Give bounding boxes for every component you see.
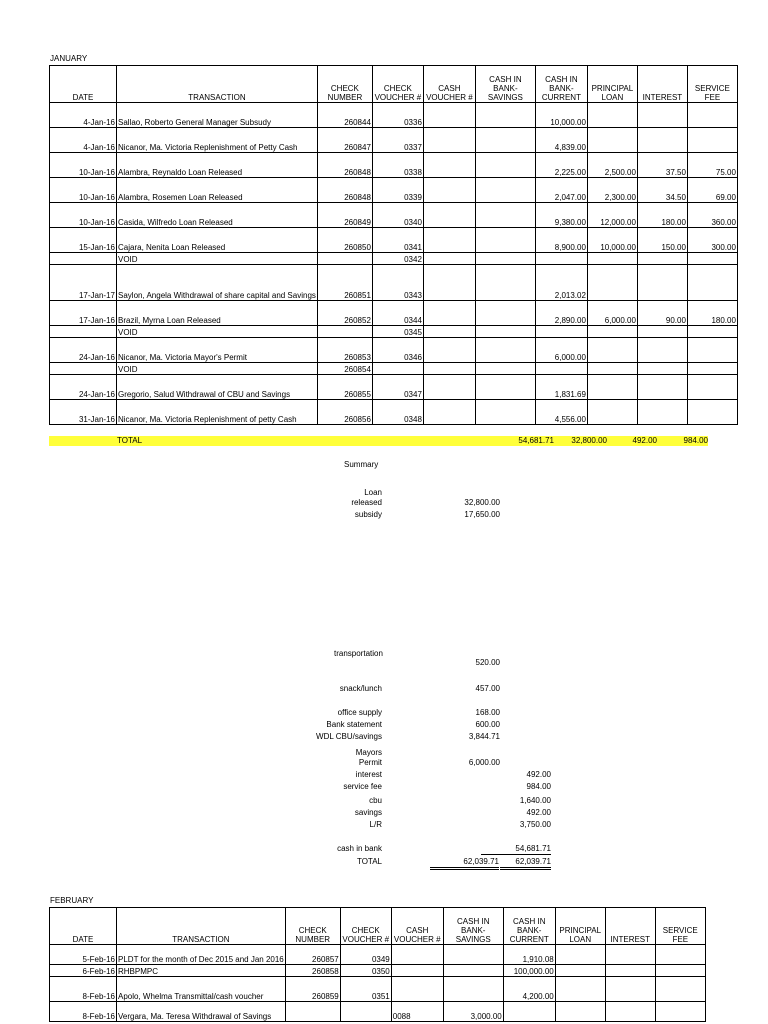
cell-cash-savings — [475, 128, 535, 153]
cell-cash-savings — [475, 375, 535, 400]
cell-cash-voucher — [423, 128, 475, 153]
cell-interest — [637, 363, 687, 375]
header-check-number: CHECK NUMBER — [285, 908, 340, 945]
cell-check-voucher: 0339 — [372, 178, 423, 203]
cell-principal-loan: 2,500.00 — [587, 153, 637, 178]
cell-transaction: Brazil, Myrna Loan Released — [117, 301, 318, 326]
cell-cash-voucher — [391, 945, 443, 965]
cell-transaction: RHBPMPC — [117, 965, 286, 977]
cell-check-number: 260844 — [317, 103, 372, 128]
summary-service-fee-value: 984.00 — [526, 782, 551, 791]
cell-transaction: Nicanor, Ma. Victoria Replenishment of Petty Cash — [117, 128, 318, 153]
january-ledger-table — [49, 65, 738, 425]
total-interest: 492.00 — [632, 436, 657, 445]
cell-check-number: 260849 — [317, 203, 372, 228]
total-label: TOTAL — [117, 436, 143, 445]
header-cash-savings: CASH IN BANK-SAVINGS — [475, 66, 535, 103]
cell-principal-loan — [587, 128, 637, 153]
table-row — [50, 153, 738, 178]
cell-principal-loan — [555, 977, 605, 1002]
summary-title: Summary — [344, 460, 379, 469]
cell-cash-current: 2,225.00 — [535, 153, 587, 178]
cell-cash-voucher — [423, 178, 475, 203]
cell-date: 24-Jan-16 — [50, 375, 117, 400]
table-row — [50, 363, 738, 375]
header-date: DATE — [50, 66, 117, 103]
cell-cash-current: 2,013.02 — [535, 265, 587, 301]
cell-transaction: VOID — [117, 253, 318, 265]
header-cash-current: CASH IN BANK-CURRENT — [535, 66, 587, 103]
summary-snack-label: snack/lunch — [339, 684, 382, 693]
cell-cash-current: 2,890.00 — [535, 301, 587, 326]
cell-cash-voucher — [423, 400, 475, 425]
cell-principal-loan — [587, 363, 637, 375]
cell-service-fee: 69.00 — [687, 178, 737, 203]
summary-lr-value: 3,750.00 — [519, 820, 551, 829]
header-cash-voucher: CASH VOUCHER # — [423, 66, 475, 103]
summary-total-credit: 62,039.71 — [500, 857, 551, 870]
table-row — [50, 375, 738, 400]
cell-interest — [637, 338, 687, 363]
cell-principal-loan — [587, 326, 637, 338]
header-cash-voucher: CASH VOUCHER # — [391, 908, 443, 945]
cell-cash-current: 6,000.00 — [535, 338, 587, 363]
cell-check-voucher: 0344 — [372, 301, 423, 326]
cell-service-fee — [687, 326, 737, 338]
cell-cash-savings — [475, 338, 535, 363]
header-cash-current: CASH IN BANK-CURRENT — [503, 908, 555, 945]
cell-date: 4-Jan-16 — [50, 128, 117, 153]
cell-interest — [637, 128, 687, 153]
summary-loan-label: Loan released — [351, 488, 382, 507]
cell-check-voucher: 0350 — [340, 965, 391, 977]
cell-check-number: 260857 — [285, 945, 340, 965]
header-service-fee: SERVICE FEE — [655, 908, 705, 945]
cell-date — [50, 363, 117, 375]
cell-cash-savings — [475, 153, 535, 178]
cell-check-number: 260859 — [285, 977, 340, 1002]
cell-cash-voucher — [423, 301, 475, 326]
cell-interest — [605, 977, 655, 1002]
cell-transaction: PLDT for the month of Dec 2015 and Jan 2016 — [117, 945, 286, 965]
cell-check-number — [317, 326, 372, 338]
cell-date: 17-Jan-17 — [50, 265, 117, 301]
cell-check-number — [285, 1002, 340, 1022]
cell-date: 24-Jan-16 — [50, 338, 117, 363]
cell-date — [50, 326, 117, 338]
cell-cash-voucher — [423, 153, 475, 178]
summary-snack-value: 457.00 — [475, 684, 500, 693]
table-row — [50, 1002, 706, 1022]
cell-service-fee — [687, 338, 737, 363]
cell-cash-current: 2,047.00 — [535, 178, 587, 203]
cell-service-fee — [687, 103, 737, 128]
cell-cash-voucher — [423, 228, 475, 253]
cell-transaction: Apolo, Whelma Transmittal/cash voucher — [117, 977, 286, 1002]
cell-cash-current — [503, 1002, 555, 1022]
cell-transaction: Alambra, Reynaldo Loan Released — [117, 153, 318, 178]
cell-cash-current: 4,200.00 — [503, 977, 555, 1002]
cell-date: 10-Jan-16 — [50, 178, 117, 203]
cell-service-fee — [655, 1002, 705, 1022]
table-row — [50, 338, 738, 363]
february-ledger-table — [49, 907, 706, 1022]
cell-service-fee: 180.00 — [687, 301, 737, 326]
table-row — [50, 965, 706, 977]
cell-cash-voucher — [423, 326, 475, 338]
cell-date: 31-Jan-16 — [50, 400, 117, 425]
cell-cash-voucher — [423, 363, 475, 375]
cell-check-number: 260852 — [317, 301, 372, 326]
cell-principal-loan: 12,000.00 — [587, 203, 637, 228]
cell-check-voucher: 0343 — [372, 265, 423, 301]
summary-total-label: TOTAL — [356, 857, 382, 866]
summary-transportation-label: transportation — [334, 649, 383, 658]
cell-transaction: Cajara, Nenita Loan Released — [117, 228, 318, 253]
cell-check-number: 260851 — [317, 265, 372, 301]
summary-loan-value: 32,800.00 — [464, 498, 500, 507]
cell-check-number: 260847 — [317, 128, 372, 153]
cell-interest — [637, 400, 687, 425]
cell-date: 6-Feb-16 — [50, 965, 117, 977]
cell-interest: 37.50 — [637, 153, 687, 178]
cell-cash-voucher — [423, 103, 475, 128]
summary-interest-value: 492.00 — [526, 770, 551, 779]
header-date: DATE — [50, 908, 117, 945]
cell-principal-loan — [587, 338, 637, 363]
cell-interest — [637, 326, 687, 338]
summary-office-label: office supply — [337, 708, 382, 717]
cell-principal-loan: 2,300.00 — [587, 178, 637, 203]
cell-cash-savings — [475, 253, 535, 265]
cell-cash-savings — [475, 326, 535, 338]
summary-bank-value: 600.00 — [475, 720, 500, 729]
cell-check-voucher: 0337 — [372, 128, 423, 153]
cell-cash-current — [535, 253, 587, 265]
cell-cash-savings — [443, 977, 503, 1002]
header-service-fee: SERVICE FEE — [687, 66, 737, 103]
cell-interest — [605, 965, 655, 977]
header-principal-loan: PRINCIPAL LOAN — [555, 908, 605, 945]
cell-principal-loan — [587, 400, 637, 425]
table-row — [50, 103, 738, 128]
table-row — [50, 945, 706, 965]
cell-interest: 180.00 — [637, 203, 687, 228]
summary-cash-in-bank-label: cash in bank — [337, 844, 382, 853]
cell-check-number: 260848 — [317, 153, 372, 178]
cell-transaction: Sallao, Roberto General Manager Subsudy — [117, 103, 318, 128]
summary-wdl-value: 3,844.71 — [468, 732, 500, 741]
cell-principal-loan — [555, 1002, 605, 1022]
summary-cash-in-bank-value: 54,681.71 — [481, 844, 551, 855]
table-row — [50, 400, 738, 425]
header-check-voucher: CHECK VOUCHER # — [340, 908, 391, 945]
cell-check-voucher: 0351 — [340, 977, 391, 1002]
cell-cash-current: 1,831.69 — [535, 375, 587, 400]
total-principal: 32,800.00 — [571, 436, 607, 445]
cell-cash-savings — [475, 400, 535, 425]
cell-principal-loan — [587, 253, 637, 265]
cell-service-fee — [687, 253, 737, 265]
header-interest: INTEREST — [637, 66, 687, 103]
cell-check-voucher: 0346 — [372, 338, 423, 363]
cell-check-voucher: 0341 — [372, 228, 423, 253]
cell-transaction: Gregorio, Salud Withdrawal of CBU and Savings — [117, 375, 318, 400]
cell-check-number: 260850 — [317, 228, 372, 253]
cell-date: 8-Feb-16 — [50, 977, 117, 1002]
summary-mayor-label: Mayors Permit — [355, 748, 382, 767]
cell-principal-loan — [587, 103, 637, 128]
summary-office-value: 168.00 — [475, 708, 500, 717]
cell-check-voucher — [372, 363, 423, 375]
cell-cash-current: 1,910.08 — [503, 945, 555, 965]
table-row — [50, 265, 738, 301]
cell-check-number: 260856 — [317, 400, 372, 425]
cell-interest — [637, 103, 687, 128]
cell-service-fee — [655, 945, 705, 965]
cell-interest: 90.00 — [637, 301, 687, 326]
cell-check-voucher: 0345 — [372, 326, 423, 338]
summary-cbu-value: 1,640.00 — [519, 796, 551, 805]
cell-service-fee: 75.00 — [687, 153, 737, 178]
cell-cash-savings — [475, 203, 535, 228]
header-transaction: TRANSACTION — [117, 908, 286, 945]
summary-subsidy-label: subsidy — [354, 510, 382, 519]
header-principal-loan: PRINCIPAL LOAN — [587, 66, 637, 103]
summary-total-debit: 62,039.71 — [430, 857, 499, 870]
cell-principal-loan — [555, 965, 605, 977]
cell-interest — [637, 253, 687, 265]
cell-date: 5-Feb-16 — [50, 945, 117, 965]
cell-check-voucher: 0340 — [372, 203, 423, 228]
cell-cash-savings — [475, 228, 535, 253]
month-label-february: FEBRUARY — [50, 896, 94, 905]
summary-cbu-label: cbu — [369, 796, 382, 805]
table-row — [50, 253, 738, 265]
cell-service-fee — [655, 965, 705, 977]
summary-savings-value: 492.00 — [526, 808, 551, 817]
summary-savings-label: savings — [354, 808, 382, 817]
table-row — [50, 203, 738, 228]
cell-cash-current: 8,900.00 — [535, 228, 587, 253]
cell-date: 4-Jan-16 — [50, 103, 117, 128]
cell-service-fee — [687, 400, 737, 425]
header-transaction: TRANSACTION — [117, 66, 318, 103]
cell-check-number: 260854 — [317, 363, 372, 375]
summary-wdl-label: WDL CBU/savings — [316, 732, 382, 741]
cell-cash-voucher: 0088 — [391, 1002, 443, 1022]
cell-cash-savings — [475, 265, 535, 301]
summary-interest-label: interest — [355, 770, 382, 779]
table-row — [50, 301, 738, 326]
january-total-row — [49, 436, 708, 446]
cell-transaction: Alambra, Rosemen Loan Released — [117, 178, 318, 203]
cell-cash-savings — [475, 301, 535, 326]
month-label-january: JANUARY — [50, 54, 88, 63]
cell-service-fee — [687, 128, 737, 153]
cell-date: 10-Jan-16 — [50, 153, 117, 178]
cell-cash-current — [535, 363, 587, 375]
cell-interest — [637, 375, 687, 400]
cell-check-number: 260853 — [317, 338, 372, 363]
cell-principal-loan: 6,000.00 — [587, 301, 637, 326]
cell-cash-savings — [443, 945, 503, 965]
cell-transaction: Nicanor, Ma. Victoria Replenishment of petty Cash — [117, 400, 318, 425]
summary-lr-label: L/R — [369, 820, 382, 829]
cell-check-voucher: 0348 — [372, 400, 423, 425]
cell-cash-voucher — [423, 338, 475, 363]
cell-interest: 34.50 — [637, 178, 687, 203]
cell-date: 17-Jan-16 — [50, 301, 117, 326]
cell-cash-current: 4,556.00 — [535, 400, 587, 425]
cell-interest — [637, 265, 687, 301]
cell-transaction: VOID — [117, 363, 318, 375]
cell-cash-savings — [475, 363, 535, 375]
header-interest: INTEREST — [605, 908, 655, 945]
cell-cash-current: 100,000.00 — [503, 965, 555, 977]
table-row — [50, 128, 738, 153]
header-check-voucher: CHECK VOUCHER # — [372, 66, 423, 103]
table-row — [50, 326, 738, 338]
cell-transaction: Nicanor, Ma. Victoria Mayor's Permit — [117, 338, 318, 363]
cell-cash-current: 9,380.00 — [535, 203, 587, 228]
total-current: 54,681.71 — [518, 436, 554, 445]
total-service-fee: 984.00 — [683, 436, 708, 445]
cell-check-voucher: 0336 — [372, 103, 423, 128]
table-row — [50, 178, 738, 203]
cell-cash-voucher — [423, 253, 475, 265]
cell-date — [50, 253, 117, 265]
cell-cash-current: 10,000.00 — [535, 103, 587, 128]
cell-check-voucher: 0347 — [372, 375, 423, 400]
cell-check-number: 260855 — [317, 375, 372, 400]
cell-cash-voucher — [423, 375, 475, 400]
cell-cash-current — [535, 326, 587, 338]
cell-date: 15-Jan-16 — [50, 228, 117, 253]
cell-service-fee: 300.00 — [687, 228, 737, 253]
cell-service-fee — [687, 375, 737, 400]
cell-principal-loan — [555, 945, 605, 965]
cell-check-voucher — [340, 1002, 391, 1022]
cell-cash-current: 4,839.00 — [535, 128, 587, 153]
cell-date: 8-Feb-16 — [50, 1002, 117, 1022]
cell-principal-loan — [587, 375, 637, 400]
cell-cash-savings — [475, 178, 535, 203]
header-check-number: CHECK NUMBER — [317, 66, 372, 103]
cell-interest: 150.00 — [637, 228, 687, 253]
summary-subsidy-value: 17,650.00 — [464, 510, 500, 519]
cell-cash-savings — [475, 103, 535, 128]
cell-transaction: Vergara, Ma. Teresa Withdrawal of Savings — [117, 1002, 286, 1022]
table-row — [50, 977, 706, 1002]
summary-mayor-value: 6,000.00 — [468, 758, 500, 767]
cell-check-voucher: 0342 — [372, 253, 423, 265]
cell-service-fee: 360.00 — [687, 203, 737, 228]
cell-principal-loan — [587, 265, 637, 301]
cell-check-number: 260848 — [317, 178, 372, 203]
cell-cash-voucher — [391, 965, 443, 977]
cell-check-voucher: 0338 — [372, 153, 423, 178]
cell-interest — [605, 1002, 655, 1022]
cell-principal-loan: 10,000.00 — [587, 228, 637, 253]
header-cash-savings: CASH IN BANK-SAVINGS — [443, 908, 503, 945]
cell-check-number: 260858 — [285, 965, 340, 977]
cell-cash-voucher — [391, 977, 443, 1002]
cell-check-voucher: 0349 — [340, 945, 391, 965]
cell-date: 10-Jan-16 — [50, 203, 117, 228]
cell-service-fee — [655, 977, 705, 1002]
cell-service-fee — [687, 265, 737, 301]
cell-cash-savings — [443, 965, 503, 977]
summary-service-fee-label: service fee — [343, 782, 382, 791]
cell-check-number — [317, 253, 372, 265]
table-row — [50, 228, 738, 253]
cell-transaction: VOID — [117, 326, 318, 338]
summary-transportation-value: 520.00 — [475, 658, 500, 667]
cell-transaction: Saylon, Angela Withdrawal of share capital and Savings — [117, 265, 318, 301]
summary-bank-label: Bank statement — [326, 720, 382, 729]
cell-cash-voucher — [423, 203, 475, 228]
cell-interest — [605, 945, 655, 965]
cell-cash-savings: 3,000.00 — [443, 1002, 503, 1022]
cell-cash-voucher — [423, 265, 475, 301]
cell-transaction: Casida, Wilfredo Loan Released — [117, 203, 318, 228]
cell-service-fee — [687, 363, 737, 375]
